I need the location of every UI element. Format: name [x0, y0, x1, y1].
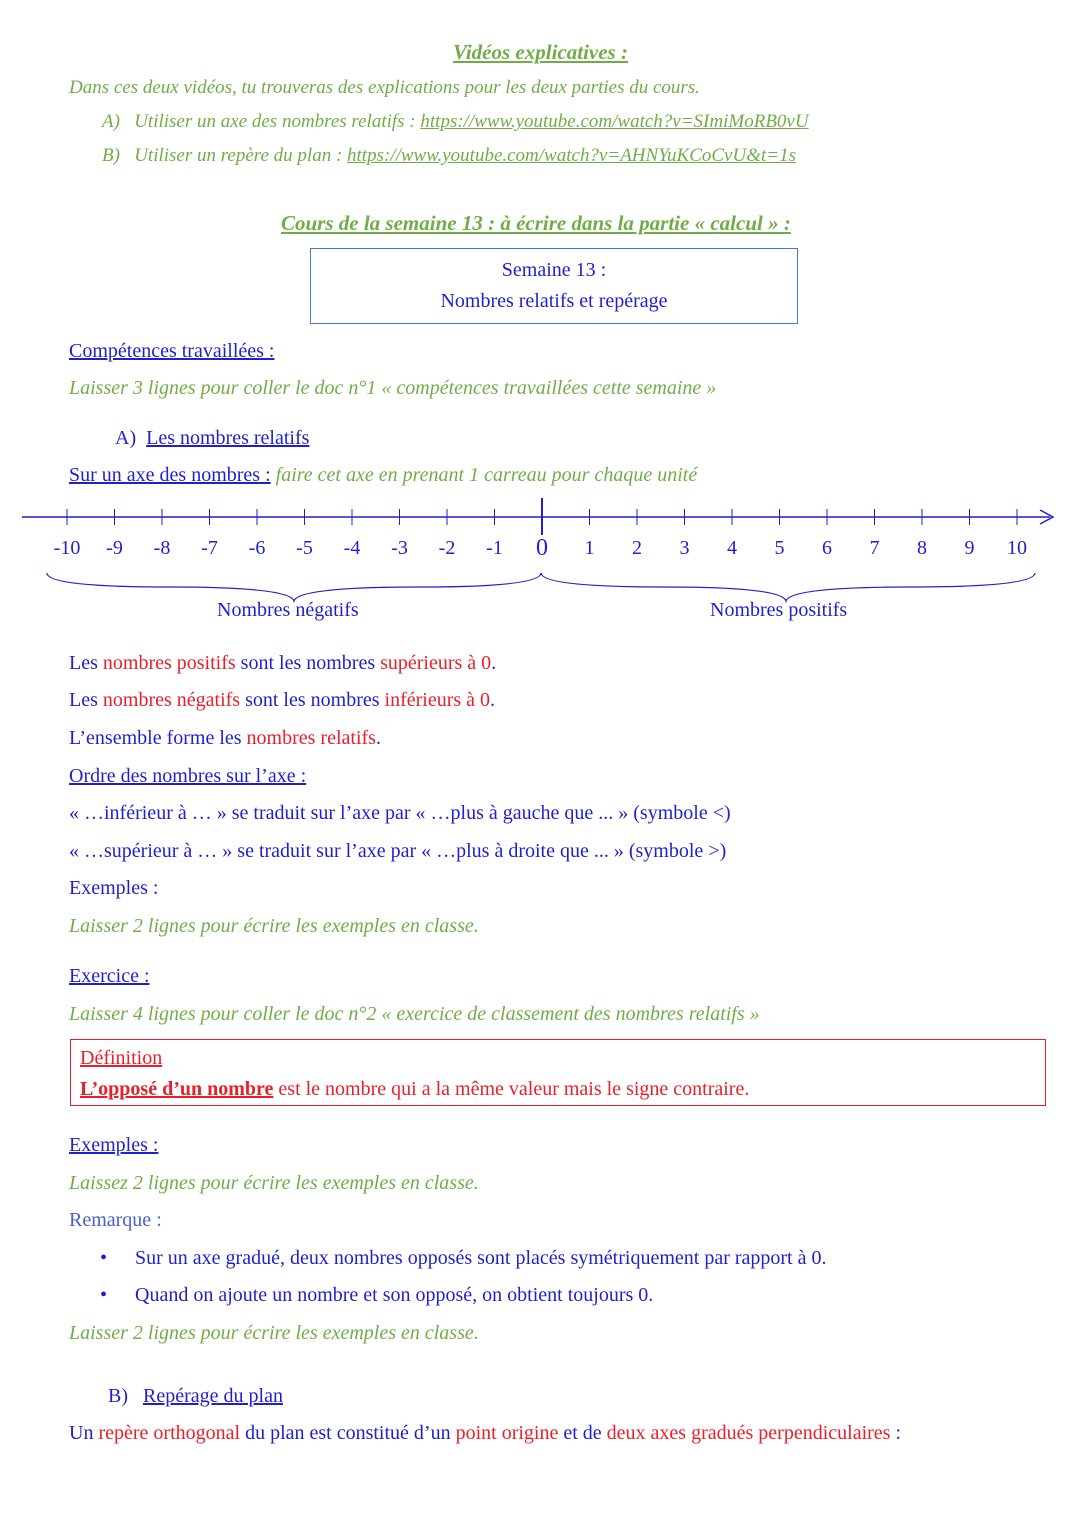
tick-label: -9 — [106, 537, 123, 559]
t: Les — [69, 689, 103, 711]
repere-definition — [69, 1421, 901, 1445]
tick-label: 4 — [727, 537, 737, 559]
t: Les — [69, 652, 103, 674]
t: point origine — [455, 1422, 559, 1444]
examples2-note: Laissez 2 lignes pour écrire les exemples en classe. — [69, 1172, 479, 1194]
exercise-note: Laisser 4 lignes pour coller le doc n°2 « exercice de classement des nombres relatifs » — [69, 1003, 760, 1025]
t: et de — [558, 1422, 607, 1444]
positive-brace — [541, 573, 1035, 601]
remark-bullet-1: Sur un axe gradué, deux nombres opposés sont placés symétriquement par rapport à 0. — [135, 1247, 827, 1269]
positive-label: Nombres positifs — [710, 599, 848, 621]
exercise-heading: Exercice : — [69, 965, 150, 987]
bullet-icon: • — [100, 1247, 108, 1269]
tick-label: -6 — [248, 537, 266, 559]
tick-label: 5 — [774, 537, 785, 559]
rule-negative — [69, 688, 495, 712]
negative-label: Nombres négatifs — [217, 599, 359, 621]
competences-note: Laisser 3 lignes pour coller le doc n°1 « compétences travaillées cette semaine » — [69, 377, 717, 399]
tick-label: 8 — [917, 537, 927, 559]
title-line1: Semaine 13 : — [501, 259, 607, 281]
definition-title: Définition — [80, 1047, 163, 1069]
definition-term: L’opposé d’un nombre — [80, 1078, 274, 1100]
title-line2: Nombres relatifs et repérage — [440, 290, 668, 312]
definition-body: est le nombre qui a la même valeur mais le signe contraire. — [273, 1078, 750, 1100]
order-heading: Ordre des nombres sur l’axe : — [69, 765, 307, 787]
section-title: Les nombres relatifs — [146, 427, 310, 449]
t: . — [490, 689, 496, 711]
axis-note: faire cet axe en prenant 1 carreau pour chaque unité — [270, 464, 698, 486]
section-b-heading — [108, 1384, 283, 1408]
tick-label: -3 — [391, 537, 408, 559]
examples2-note2: Laisser 2 lignes pour écrire les exemples en classe. — [69, 1322, 479, 1344]
negative-brace — [47, 573, 541, 601]
definition-text — [80, 1077, 749, 1101]
t: nombres relatifs — [246, 727, 376, 749]
t: inférieurs à 0 — [384, 689, 491, 711]
examples-label: Exemples : — [69, 877, 159, 899]
tick-label: -7 — [201, 537, 218, 559]
tick-label: -5 — [296, 537, 313, 559]
item-text: Utiliser un axe des nombres relatifs : — [134, 111, 421, 132]
t: . — [375, 727, 381, 749]
examples2-heading: Exemples : — [69, 1134, 159, 1156]
item-label: B) — [102, 145, 120, 166]
t: supérieurs à 0 — [380, 652, 492, 674]
examples-note: Laisser 2 lignes pour écrire les exemples en classe. — [69, 915, 479, 937]
tick-label: 3 — [679, 537, 690, 559]
rule-relatifs — [69, 726, 381, 750]
t: : — [890, 1422, 902, 1444]
tick-label: -2 — [438, 537, 456, 559]
video-link-b[interactable]: https://www.youtube.com/watch?v=AHNYuKCoCvU&t=1s — [347, 145, 796, 166]
item-text: Utiliser un repère du plan : — [134, 145, 348, 166]
order-superieur: « …supérieur à … » se traduit sur l’axe par « …plus à droite que ... » (symbole >) — [69, 840, 727, 862]
tick-label: 2 — [632, 537, 642, 559]
course-title: Cours de la semaine 13 : à écrire dans la partie « calcul » : — [281, 211, 791, 235]
section-label: A) — [115, 427, 137, 449]
t: nombres positifs — [102, 652, 236, 674]
number-line — [0, 495, 1080, 630]
t: sont les nombres — [235, 652, 381, 674]
tick-label: 10 — [1007, 537, 1027, 559]
axis-heading: Sur un axe des nombres : — [69, 464, 271, 486]
section-label: B) — [108, 1385, 128, 1407]
tick-label: 9 — [964, 537, 975, 559]
order-inferieur: « …inférieur à … » se traduit sur l’axe par « …plus à gauche que ... » (symbole <) — [69, 802, 731, 824]
tick-label: 6 — [822, 537, 832, 559]
video-item-a — [102, 110, 809, 134]
tick-label: 7 — [869, 537, 880, 559]
video-link-a[interactable]: https://www.youtube.com/watch?v=SImiMoRB0vU — [420, 111, 809, 132]
tick-label: 1 — [584, 537, 595, 559]
tick-label: -10 — [53, 537, 81, 559]
t: . — [491, 652, 497, 674]
t: repère orthogonal — [98, 1422, 241, 1444]
title-box — [310, 248, 798, 324]
remark-bullet-2: Quand on ajoute un nombre et son opposé, on obtient toujours 0. — [135, 1284, 654, 1306]
t: du plan est constitué d’un — [240, 1422, 456, 1444]
tick-label: 0 — [536, 535, 548, 561]
videos-title: Vidéos explicatives : — [453, 40, 628, 64]
section-title: Repérage du plan — [143, 1385, 283, 1407]
competences-heading: Compétences travaillées : — [69, 340, 275, 362]
tick-label: -8 — [153, 537, 171, 559]
axis-heading-line — [69, 463, 697, 487]
t: sont les nombres — [240, 689, 385, 711]
video-item-b — [102, 144, 796, 168]
t: Un — [69, 1422, 99, 1444]
tick-label: -1 — [486, 537, 503, 559]
bullet-icon: • — [100, 1284, 108, 1306]
tick-label: -4 — [343, 537, 361, 559]
videos-intro: Dans ces deux vidéos, tu trouveras des explications pour les deux parties du cours. — [69, 77, 700, 98]
rule-positive — [69, 651, 496, 675]
t: L’ensemble forme les — [69, 727, 247, 749]
item-label: A) — [102, 111, 120, 132]
remark-label: Remarque : — [69, 1209, 162, 1231]
section-a-heading — [115, 426, 309, 450]
t: nombres négatifs — [102, 689, 241, 711]
t: deux axes gradués perpendiculaires — [606, 1422, 891, 1444]
